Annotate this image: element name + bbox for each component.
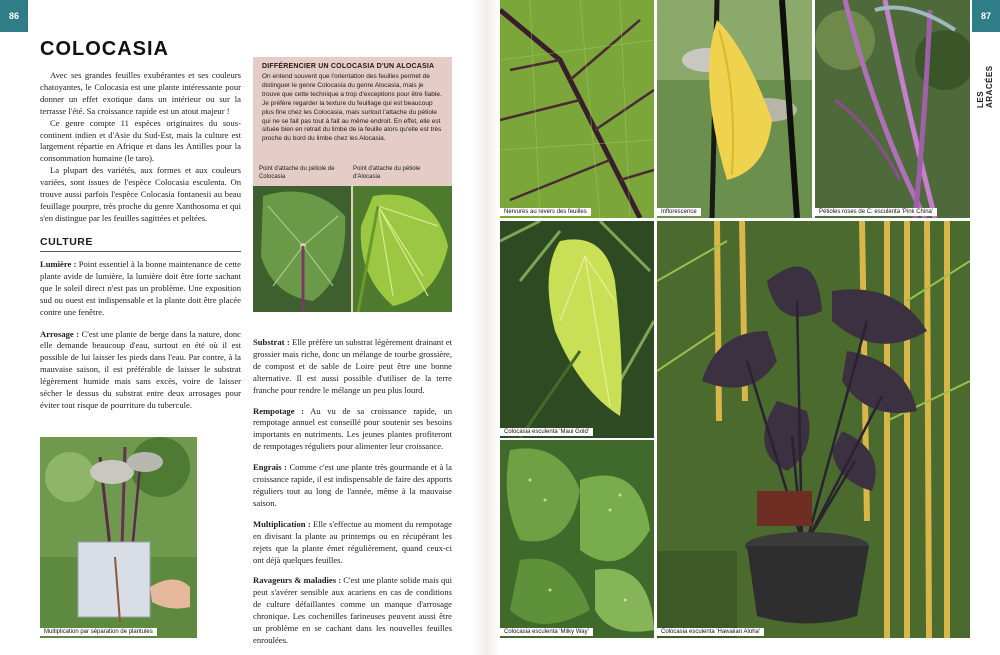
culture-heading: CULTURE [40, 236, 93, 248]
nervures-photo [500, 0, 654, 218]
heading-rule [40, 251, 241, 252]
intro-paragraph-2: Ce genre compte 11 espèces originaires du sous-continent indien et d'Asie du Sud-Est, mais la culture est largement répartie en Afrique et dans les Antilles pour la consommation humaine (le taro). [40, 117, 241, 164]
hawaiian-aloha-caption: Colocasia esculenta 'Hawaiian Aloha' [657, 628, 764, 636]
lumiere-paragraph: Lumière : Point essentiel à la bonne maintenance de cette plante avide de lumière, la lumière doit être forte sachant que le soleil direct n'est pas un problème. Une exposition sud ou ouest est indispensable et la plante doit être placée contre une fenêtre. [40, 259, 241, 317]
inflorescence-caption: Inflorescence [657, 208, 701, 216]
book-gutter [472, 0, 500, 655]
box-images [253, 162, 452, 312]
box-label-alocasia: Point d'attache du pétiole d'Alocasia [353, 166, 421, 180]
engrais-paragraph: Engrais : Comme c'est une plante très gourmande et à la croissance rapide, il est indispensable de faire des apports réguliers tout au long de l'année, même à la mauvaise saison. [253, 462, 452, 508]
petioles-photo [815, 0, 970, 218]
intro-paragraph-3: La plupart des variétés, aux formes et aux couleurs variées, sont issues de l'espèce Colocasia esculenta. On trouve aussi parfois l'espèce Colocasia fontanesii au beau feuillage pourpre, très proche du genre Xanthosoma et qui s'en distingue par les feuilles sagittées et peltées. [40, 165, 241, 223]
maui-gold-photo [500, 221, 654, 438]
box-label-colocasia: Point d'attache du pétiole de Colocasia [259, 166, 335, 180]
box-text: On entend souvent que l'orientation des feuilles permet de distinguer le genre Colocasia du genre Alocasia, mais je trouve que cette technique a trop d'exceptions pour être fiable. Je préfère regarder la texture du feuillage qui est beaucoup plus fine chez les Colocasia, mais surtout l'attache du pétiole qui ne se fait pas tout à fait au même endroit. En effet, elle est située bien en retrait du limbe de la feuille alors qu'elle est très proche du bord du limbe chez les Alocasia. [262, 73, 442, 143]
page-number-right: 87 [972, 0, 1000, 32]
substrat-paragraph: Substrat : Elle préfère un substrat légèrement drainant et grossier mais riche, donc un mélange de tourbe grossière, de compost et de sable de Loire peut être une bonne alternative. Il est aussi possible d'utiliser de la terre franche pour rendre le mélange un peu plus lourd. [253, 337, 453, 395]
maui-gold-caption: Colocasia esculenta 'Maui Gold' [500, 428, 593, 436]
culture-left-column [40, 259, 241, 412]
division-photo [40, 437, 197, 638]
box-title: DIFFÉRENCIER UN COLOCASIA D'UN ALOCASIA [262, 63, 435, 70]
inflorescence-photo [657, 0, 812, 218]
hawaiian-aloha-photo [657, 221, 970, 638]
culture-right-column [253, 337, 452, 647]
ravageurs-paragraph: Ravageurs & maladies : C'est une plante solide mais qui peut s'avérer sensible aux acariens en cas de conditions de culture défaillantes comme un manque d'arrosage chronique. Les cochenilles farineuses peuvent aussi être un problème en se cachant dans les nouvelles feuilles enroulées. [253, 575, 452, 645]
section-side-label: LES ARACÉES [976, 65, 994, 108]
intro-paragraph-1: Avec ses grandes feuilles exubérantes et ses couleurs chatoyantes, le Colocasia est une plante intéressante pour donner un effet exotique dans un intérieur ou sur la terrasse l'été. Sa croissance rapide est un atout majeur ! [40, 70, 241, 116]
colocasia-petiole-photo [253, 186, 351, 312]
milky-way-caption: Colocasia esculenta 'Milky Way' [500, 628, 593, 636]
division-photo-caption: Multiplication par séparation de plantules [40, 628, 157, 636]
page-title: COLOCASIA [40, 38, 169, 60]
petioles-caption: Pétioles roses de C. esculenta 'Pink China' [815, 208, 937, 216]
alocasia-petiole-photo [353, 186, 452, 312]
intro-section [40, 70, 241, 225]
multiplication-paragraph: Multiplication : Elle s'effectue au moment du rempotage en divisant la plante au printemps ou en récupérant les rejets que la plante émet régulièrement, quand ceux-ci ont déjà quelques feuilles. [253, 518, 452, 565]
page-number-left: 86 [0, 0, 28, 32]
rempotage-paragraph: Rempotage : Au vu de sa croissance rapide, un rempotage annuel est conseillé pour soutenir ses besoins importants en nutriments. Les jeunes plantes profiteront de rempotages réguliers pour alimenter leur croissance. [253, 405, 452, 452]
arrosage-paragraph: Arrosage : C'est une plante de berge dans la nature, donc elle demande beaucoup d'eau, surtout en été où il est possible de lui laisser les pieds dans l'eau. Par contre, à la mauvaise saison, il est préférable de laisser le substrat légèrement humide mais sans excès, voire de laisser sécher le dessus du substrat entre deux arrosages pour éviter tout risque de pourriture du tubercule. [40, 328, 241, 410]
milky-way-photo [500, 440, 654, 638]
nervures-caption: Nervures au revers des feuilles [500, 208, 591, 216]
